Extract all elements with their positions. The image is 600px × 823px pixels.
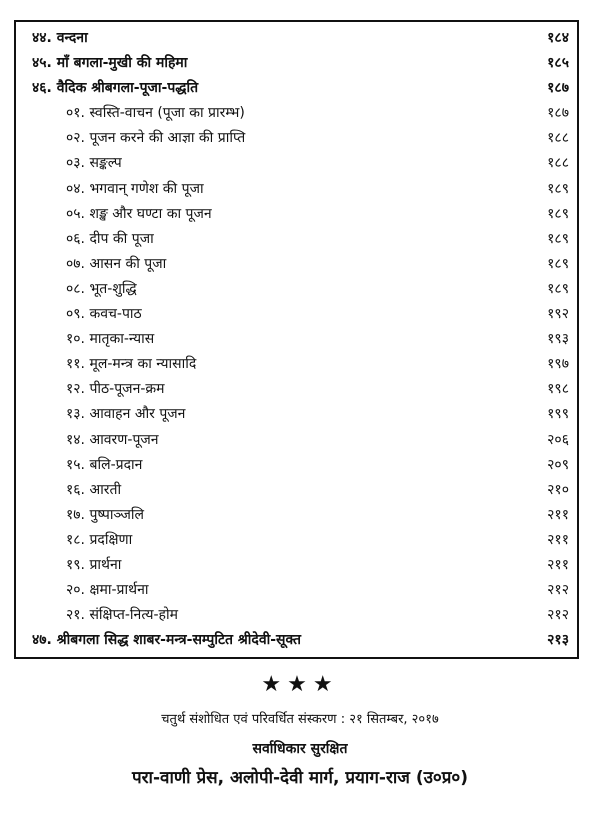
toc-entry-title: ०९. कवच-पाठ [66,306,142,323]
toc-entry-page-number: २११ [547,531,569,548]
toc-entry-title: ०४. भगवान् गणेश की पूजा [66,180,204,197]
toc-entry-title: १७. पुष्पाञ्जलि [66,506,145,523]
toc-entry [14,252,579,277]
toc-entry [14,51,579,76]
toc-entry-page-number: २०६ [547,431,569,448]
rights-notice: सर्वाधिकार सुरक्षित [252,741,348,757]
toc-entry [14,428,579,453]
toc-entry [14,126,579,151]
toc-entry-page-number: २१३ [547,632,569,649]
toc-entry-title: ११. मूल-मन्त्र का न्यासादि [66,356,197,373]
toc-entry [14,528,579,553]
toc-entry-title: ४४. वन्दना [32,30,88,46]
toc-entry-title: ०६. दीप की पूजा [66,230,154,247]
toc-entry [14,503,579,528]
toc-entry [14,628,579,653]
toc-entry-page-number: १८९ [547,280,569,297]
toc-entry [14,177,579,202]
toc-entry-page-number: २१० [547,481,569,498]
publisher-address: परा-वाणी प्रेस, अलोपी-देवी मार्ग, प्रयाग-राज (उ०प्र०) [131,768,469,788]
toc-entry-title: १५. बलि-प्रदान [66,456,143,473]
toc-entry-page-number: २११ [547,556,569,573]
toc-entry-page-number: १८८ [547,130,569,147]
toc-entry [14,377,579,402]
toc-entry [14,26,579,51]
toc-entry-page-number: २१२ [547,607,569,624]
toc-entry-page-number: १९२ [547,306,569,323]
toc-entry-page-number: १९९ [547,406,569,423]
toc-entry-title: ०३. सङ्कल्प [66,155,122,172]
toc-entry-page-number: १८९ [547,230,569,247]
toc-entry [14,327,579,352]
toc-entry-title: १९. प्रार्थना [66,556,122,573]
toc-entry-page-number: १८७ [547,105,569,122]
toc-entry [14,352,579,377]
toc-entry [14,402,579,427]
toc-entry-page-number: १८४ [547,30,569,46]
toc-entry [14,151,579,176]
toc-entry-title: ४६. वैदिक श्रीबगला-पूजा-पद्धति [32,80,199,97]
toc-entry-title: १८. प्रदक्षिणा [66,531,133,548]
toc-entry [14,302,579,327]
toc-entry [14,277,579,302]
toc-entry-page-number: १८५ [547,55,569,72]
toc-entry-title: १३. आवाहन और पूजन [66,406,186,423]
toc-entry-page-number: १९८ [547,381,569,398]
toc-entry-title: ०७. आसन की पूजा [66,255,167,272]
toc-entry-page-number: २०९ [547,456,569,473]
toc-entry-title: ४५. माँ बगला-मुखी की महिमा [32,55,188,72]
toc-entry-page-number: १८९ [547,205,569,222]
toc-entry [14,578,579,603]
toc-entry [14,227,579,252]
toc-entry-page-number: २११ [547,506,569,523]
toc-entry [14,76,579,101]
toc-entry-page-number: १८९ [547,180,569,197]
toc-entry [14,101,579,126]
toc-entry-title: २०. क्षमा-प्रार्थना [66,582,149,599]
toc-entry-title: ०८. भूत-शुद्धि [66,280,137,297]
toc-entry-title: १४. आवरण-पूजन [66,431,159,448]
table-of-contents [14,26,579,653]
toc-entry [14,603,579,628]
toc-entry-page-number: १८७ [547,80,569,97]
ornament-stars: ★★★ [261,672,339,697]
toc-entry-title: १०. मातृका-न्यास [66,331,155,348]
toc-entry-page-number: १९७ [547,356,569,373]
toc-entry [14,202,579,227]
toc-entry [14,453,579,478]
toc-entry-title: ०५. शङ्ख और घण्टा का पूजन [66,205,212,222]
toc-entry-page-number: १९३ [547,331,569,348]
edition-note: चतुर्थ संशोधित एवं परिवर्धित संस्करण : २१ सितम्बर, २०१७ [161,712,439,727]
toc-entry-title: ०१. स्वस्ति-वाचन (पूजा का प्रारम्भ) [66,105,245,122]
toc-entry-title: १२. पीठ-पूजन-क्रम [66,381,165,398]
toc-entry-title: ४७. श्रीबगला सिद्ध शाबर-मन्त्र-सम्पुटित श्रीदेवी-सूक्त [32,632,302,649]
toc-entry-page-number: २१२ [547,582,569,599]
toc-entry [14,478,579,503]
toc-entry [14,553,579,578]
toc-entry-page-number: १८९ [547,255,569,272]
toc-entry-title: १६. आरती [66,481,122,498]
toc-entry-page-number: १८८ [547,155,569,172]
toc-entry-title: २१. संक्षिप्त-नित्य-होम [66,607,178,624]
toc-entry-title: ०२. पूजन करने की आज्ञा की प्राप्ति [66,130,246,147]
